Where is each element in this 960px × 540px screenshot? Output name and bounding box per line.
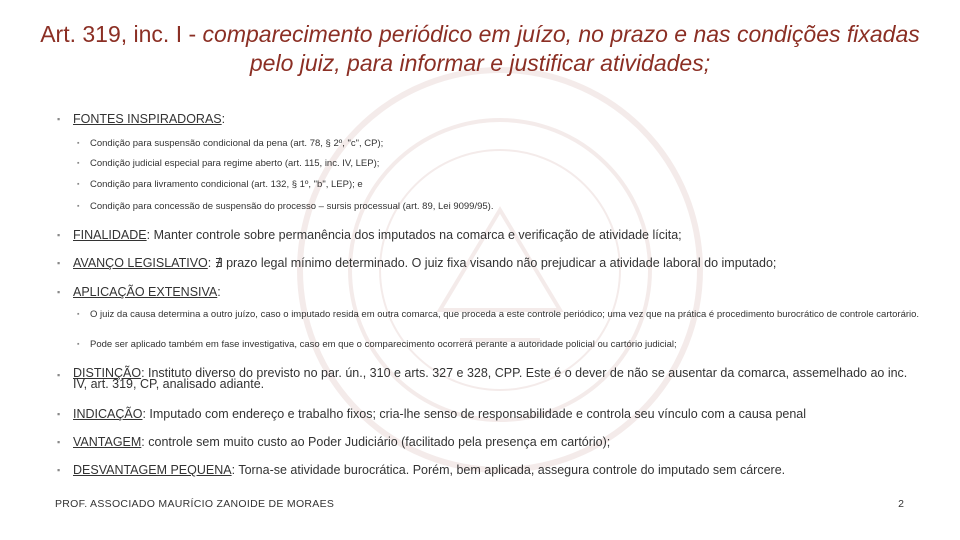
bullet-icon: ▪ <box>57 370 61 380</box>
item-label: VANTAGEM <box>73 435 142 449</box>
bullet-icon: ▪ <box>57 409 61 419</box>
bullet-icon: ▪ <box>57 287 61 297</box>
slide-title <box>40 20 920 78</box>
item-text: : Manter controle sobre permanência dos imputados na comarca e verificação de atividade lícita; <box>146 228 682 242</box>
bullet-icon: ▪ <box>77 203 80 210</box>
sub-item-text: Pode ser aplicado também em fase investigativa, caso em que o comparecimento ocorrerá perante a autoridade policial ou cartório judicial; <box>90 339 677 350</box>
sub-item-text: Condição para concessão de suspensão do processo – sursis processual (art. 89, Lei 9099/95). <box>90 201 494 212</box>
item-text: : <box>217 285 221 299</box>
list-item <box>57 463 920 477</box>
bullet-icon: ▪ <box>57 230 61 240</box>
item-text: : controle sem muito custo ao Poder Judiciário (facilitado pela presença em cartório); <box>141 435 611 449</box>
bullet-icon: ▪ <box>77 181 80 188</box>
item-text: : Imputado com endereço e trabalho fixos; cria-lhe senso de responsabilidade e controla seu vínculo com a causa penal <box>142 407 807 421</box>
title-text: comparecimento periódico em juízo, no prazo e nas condições fixadas pelo juiz, para informar e justificar atividades; <box>202 21 920 76</box>
item-label: APLICAÇÃO EXTENSIVA <box>73 285 218 299</box>
item-label: INDICAÇÃO <box>73 407 143 421</box>
bullet-icon: ▪ <box>57 465 61 475</box>
item-text: : Instituto diverso do previsto no par. ún., 310 e arts. 327 e 328, CPP. Este é o dever de não se ausentar da comarca, assemelhado ao inc. IV, art. 319, CP, analisado adiante. <box>73 366 908 391</box>
item-text: : ∄ prazo legal mínimo determinado. O juiz fixa visando não prejudicar a atividade laboral do imputado; <box>207 256 777 270</box>
item-label: DESVANTAGEM PEQUENA <box>73 463 232 477</box>
sub-list-item <box>77 202 920 212</box>
bullet-icon: ▪ <box>57 114 61 124</box>
sub-list-item <box>77 180 920 190</box>
sub-item-text: Condição para livramento condicional (art. 132, § 1º, "b", LEP); e <box>90 179 363 190</box>
list-item <box>57 435 920 449</box>
list-item <box>57 112 920 126</box>
item-label: AVANÇO LEGISLATIVO <box>73 256 208 270</box>
item-label: FINALIDADE <box>73 228 147 242</box>
list-item <box>57 407 920 421</box>
list-item <box>57 256 920 270</box>
sub-list-item <box>77 139 920 149</box>
sub-list-item <box>77 159 920 169</box>
page-number: 2 <box>898 498 904 510</box>
footer-author: PROF. ASSOCIADO MAURÍCIO ZANOIDE DE MORAES <box>55 498 335 510</box>
list-item <box>57 368 920 390</box>
sub-item-text: Condição para suspensão condicional da pena (art. 78, § 2º, "c", CP); <box>90 138 384 149</box>
bullet-icon: ▪ <box>77 341 80 348</box>
sub-list-item <box>77 340 920 350</box>
list-item <box>57 285 920 299</box>
bullet-icon: ▪ <box>77 160 80 167</box>
title-prefix: Art. 319, inc. I - <box>40 21 203 47</box>
bullet-icon: ▪ <box>77 311 80 318</box>
sub-list-item <box>77 310 920 320</box>
item-label: FONTES INSPIRADORAS <box>73 112 222 126</box>
item-label: DISTINÇÃO <box>73 366 142 380</box>
item-text: : <box>221 112 226 126</box>
sub-item-text: Condição judicial especial para regime aberto (art. 115, inc. IV, LEP); <box>90 158 380 169</box>
bullet-icon: ▪ <box>57 437 61 447</box>
bullet-icon: ▪ <box>57 258 61 268</box>
sub-item-text: O juiz da causa determina a outro juízo, caso o imputado resida em outra comarca, que proceda a este controle periódico; uma vez que na prática é procedimento burocrático de controle cartorário. <box>90 309 920 320</box>
bullet-icon: ▪ <box>77 140 80 147</box>
list-item <box>57 228 920 242</box>
item-text: : Torna-se atividade burocrática. Porém, bem aplicada, assegura controle do imputado sem cárcere. <box>231 463 786 477</box>
